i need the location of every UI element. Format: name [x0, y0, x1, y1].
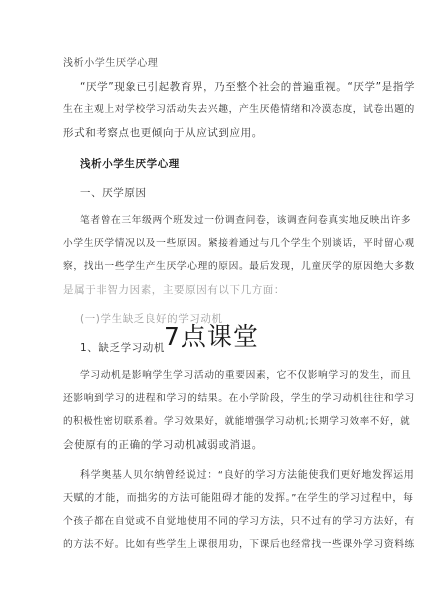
para1-line-2: 小学生厌学情况以及一些原因。紧接着通过与几个学生个别谈话，平时留心观 — [63, 238, 415, 249]
para2-line-4: 会使原有的正确的学习动机减弱或消退。 — [63, 439, 263, 451]
intro-line-2: 生在主观上对学校学习活动失去兴趣，产生厌倦情绪和冷漠态度，试卷出题的 — [63, 104, 415, 115]
para2-line-2: 还影响到学习的进程和学习的结果。在小学阶段，学生的学习动机往往和学习 — [63, 393, 415, 404]
section-heading-1: 一、厌学原因 — [80, 187, 147, 199]
document-title: 浅析小学生厌学心理 — [63, 58, 159, 69]
para2-line-3: 的积极性密切联系着。学习效果好，就能增强学习动机;长期学习效率不好，就 — [63, 416, 411, 427]
para3-line-1: 科学奥基人贝尔纳曾经说过：“良好的学习方法能使我们更好地发挥运用 — [80, 470, 415, 481]
para3-line-3: 个孩子都在自觉或不自觉地使用不同的学习方法，只不过有的学习方法好，有 — [63, 516, 415, 527]
para1-line-1: 笔者曾在三年级两个班发过一份调查问卷，该调查问卷真实地反映出许多 — [80, 215, 412, 226]
subsection-heading-1: (一)学生缺乏良好的学习动机 — [80, 313, 223, 325]
intro-line-1: “厌学”现象已引起教育界，乃至整个社会的普遍重视。“厌学”是指学 — [80, 81, 415, 93]
para3-line-2: 天赋的才能，而拙劣的方法可能阻碍才能的发挥。”在学生的学习过程中，每 — [63, 493, 414, 504]
watermark-text: 7点课堂 — [164, 322, 259, 351]
para2-line-1: 学习动机是影响学生学习活动的重要因素，它不仅影响学习的发生，而且 — [80, 370, 412, 381]
intro-line-3: 形式和考察点也更倾向于从应试到应用。 — [63, 127, 263, 139]
article-heading: 浅析小学生厌学心理 — [80, 158, 180, 170]
subsection-heading-1-1: 1、缺乏学习动机 — [80, 342, 165, 354]
para3-line-4: 的方法不好。比如有些学生上课很用功，下课后也经常找一些课外学习资料练 — [63, 539, 415, 550]
para1-line-3: 察，找出一些学生产生厌学心理的原因。最后发现，儿童厌学的原因绝大多数 — [63, 261, 415, 272]
para1-line-4: 是属于非智力因素，主要原因有以下几方面： — [63, 284, 285, 296]
